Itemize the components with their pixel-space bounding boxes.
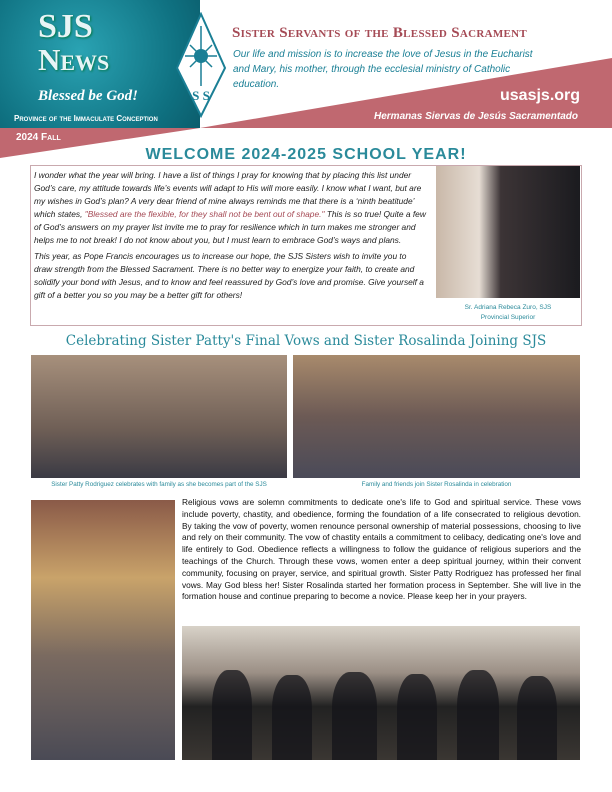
photo-caption: Family and friends join Sister Rosalinda in celebration — [361, 481, 512, 488]
letter-paragraph-1 — [34, 169, 426, 246]
province-name: Province of the Immaculate Conception — [14, 114, 158, 123]
org-name: Sister Servants of the Blessed Sacrament — [232, 25, 528, 41]
sister-rosalinda-group-photo — [293, 355, 580, 478]
newsletter-title-news: News — [38, 42, 110, 77]
vows-heading: Celebrating Sister Patty's Final Vows and Sister Rosalinda Joining SJS — [65, 333, 547, 349]
newsletter-title: SJS — [38, 8, 93, 45]
photo-caption: Sister Patty Rodriguez celebrates with family as she becomes part of the SJS — [51, 481, 267, 488]
caption-title: Provincial Superior — [480, 314, 536, 321]
welcome-letter — [34, 169, 426, 306]
welcome-heading: WELCOME 2024-2025 SCHOOL YEAR! — [145, 146, 467, 163]
letter-text: I wonder what the year will bring. I have a list of things I pray for knowing that by placing this list under God’s care, my attitude towards life’s events will adapt to His will more easily. I know what I want, but are my wishes in God’s plan? A very dear friend of mine always reminds me that there is a ‘ninth beatitude’ which states, — [34, 170, 422, 219]
provincial-superior-photo — [436, 166, 580, 298]
issue-season: 2024 Fall — [16, 132, 61, 143]
letter-paragraph-2: This year, as Pope Francis encourages us to increase our hope, the SJS Sisters wish to invite you to draw strength from the Blessed Sacrament. There is no better way to energize your faith, to create and solidify your bond with Jesus, and to know and feel reassured by God’s love and promise. Give yourself a gift of a better you so you may be a better gift for others! — [34, 251, 424, 301]
superior-caption — [436, 303, 580, 323]
mission-statement: Our life and mission is to increase the love of Jesus in the Eucharist and Mary, his mother, through the ecclesial ministry of Catholic education. — [233, 49, 533, 90]
vows-article-text: Religious vows are solemn commitments to dedicate one's life to God and spiritual service. These vows include poverty, chastity, and obedience, forming the foundation of a life consecrated to religious devotion. By taking the vow of poverty, women renounce personal ownership of material possessions, choosing to live and rely on their community. The vow of chastity entails a commitment to celibacy, dedicating one's love and life entirely to God. Obedience reflects a willingness to follow the guidance of religious superiors and the teachings of the Church. Through these vows, women enter a deep spiritual journey, within their convent community, focusing on prayer, service, and spiritual growth. Sister Patty Rodriguez has professed her final vows. May God bless her! Sister Rosalinda started her formation process in September. She will live in the formation house and continue preparing to become a novice. Please keep her in your prayers. — [182, 497, 581, 602]
sjs-logo-icon — [175, 12, 227, 118]
caption-name: Sr. Adriana Rebeca Zuro, SJS — [464, 304, 552, 311]
sisters-group-photo — [182, 626, 580, 760]
sister-patty-family-photo — [31, 355, 287, 478]
letter-text: This is so true! Quite a few of God’s answers on my prayer list invite me to pray for resilience which in turn makes me stronger and helps me to not break! I do not know about you, but I must learn to embrace God’s ways and plans. — [34, 208, 426, 245]
svg-text:S S: S S — [192, 88, 210, 103]
church-ceremony-photo — [31, 500, 175, 760]
spanish-org-name: Hermanas Siervas de Jesús Sacramentado — [374, 111, 578, 122]
motto: Blessed be God! — [38, 88, 138, 104]
website-link[interactable]: usasjs.org — [500, 87, 581, 104]
beatitude-quote: "Blessed are the flexible, for they shall not be bent out of shape." — [84, 208, 325, 219]
